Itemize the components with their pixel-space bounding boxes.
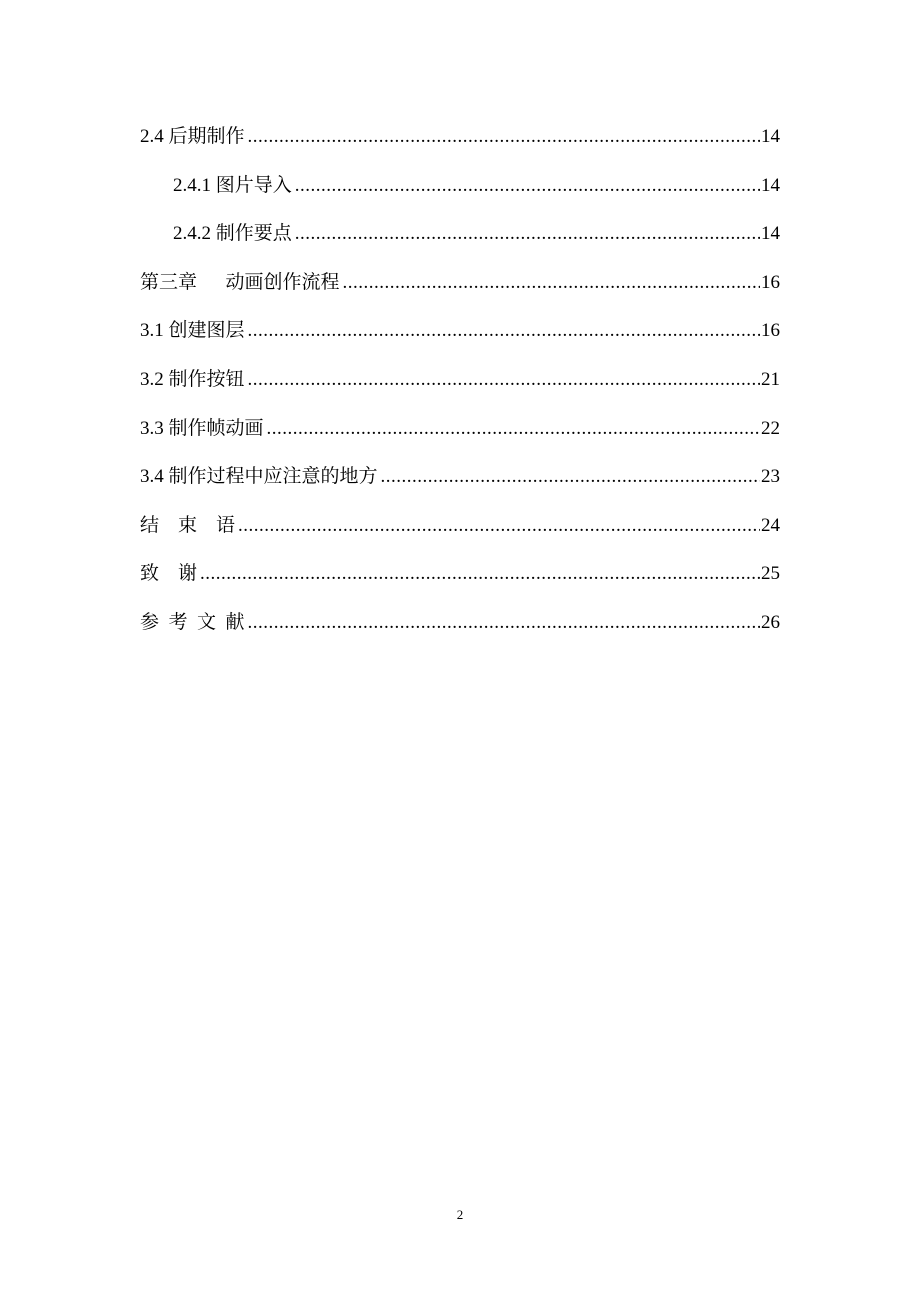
toc-entry-page: 14: [761, 126, 780, 147]
toc-entry-3-3[interactable]: [140, 405, 780, 454]
page-number: 2: [456, 1207, 464, 1222]
toc-entry-2-4-2[interactable]: [140, 210, 780, 259]
toc-dot-leader: [248, 599, 760, 647]
toc-entry-chapter-3[interactable]: [140, 259, 780, 308]
toc-entry-page: 16: [761, 271, 780, 293]
toc-entry-3-4[interactable]: [140, 453, 780, 502]
toc-dot-leader: [200, 550, 760, 598]
toc-entry-page: 25: [761, 563, 780, 585]
toc-dot-leader: [238, 502, 760, 550]
toc-dot-leader: [381, 453, 760, 501]
toc-entry-label: 2.4.1 图片导入: [173, 174, 292, 196]
toc-entry-page: 14: [761, 223, 780, 245]
toc-entry-label: 3.3 制作帧动画: [140, 417, 264, 439]
toc-dot-leader: [248, 356, 760, 404]
toc-entry-label: 第三章 动画创作流程: [140, 271, 340, 293]
toc-entry-page: 16: [761, 320, 780, 342]
toc-entry-conclusion[interactable]: [140, 502, 780, 551]
toc-entry-label: 参 考 文 献: [140, 611, 245, 633]
toc-entry-label: 2.4.2 制作要点: [173, 223, 292, 245]
toc-entry-3-2[interactable]: [140, 356, 780, 405]
table-of-contents: [140, 113, 780, 648]
toc-entry-label: 2.4 后期制作: [140, 126, 245, 147]
toc-dot-leader: [267, 405, 760, 453]
toc-entry-page: 26: [761, 611, 780, 633]
toc-entry-label: 3.1 创建图层: [140, 320, 245, 342]
toc-entry-page: 21: [761, 368, 780, 390]
toc-dot-leader: [248, 307, 760, 355]
toc-entry-references[interactable]: [140, 599, 780, 648]
toc-entry-acknowledgements[interactable]: [140, 550, 780, 599]
toc-entry-label: 3.2 制作按钮: [140, 368, 245, 390]
toc-entry-label: 致 谢: [140, 563, 198, 585]
toc-dot-leader: [295, 162, 760, 210]
toc-entry-2-4[interactable]: [140, 113, 780, 162]
toc-dot-leader: [248, 113, 760, 161]
toc-entry-page: 22: [761, 417, 780, 439]
toc-entry-label: 3.4 制作过程中应注意的地方: [140, 466, 378, 488]
toc-entry-3-1[interactable]: [140, 307, 780, 356]
toc-entry-page: 14: [761, 174, 780, 196]
toc-entry-page: 23: [761, 466, 780, 488]
toc-entry-page: 24: [761, 514, 780, 536]
toc-dot-leader: [295, 210, 760, 258]
toc-dot-leader: [343, 259, 760, 307]
toc-entry-2-4-1[interactable]: [140, 162, 780, 211]
toc-entry-label: 结 束 语: [140, 514, 236, 536]
